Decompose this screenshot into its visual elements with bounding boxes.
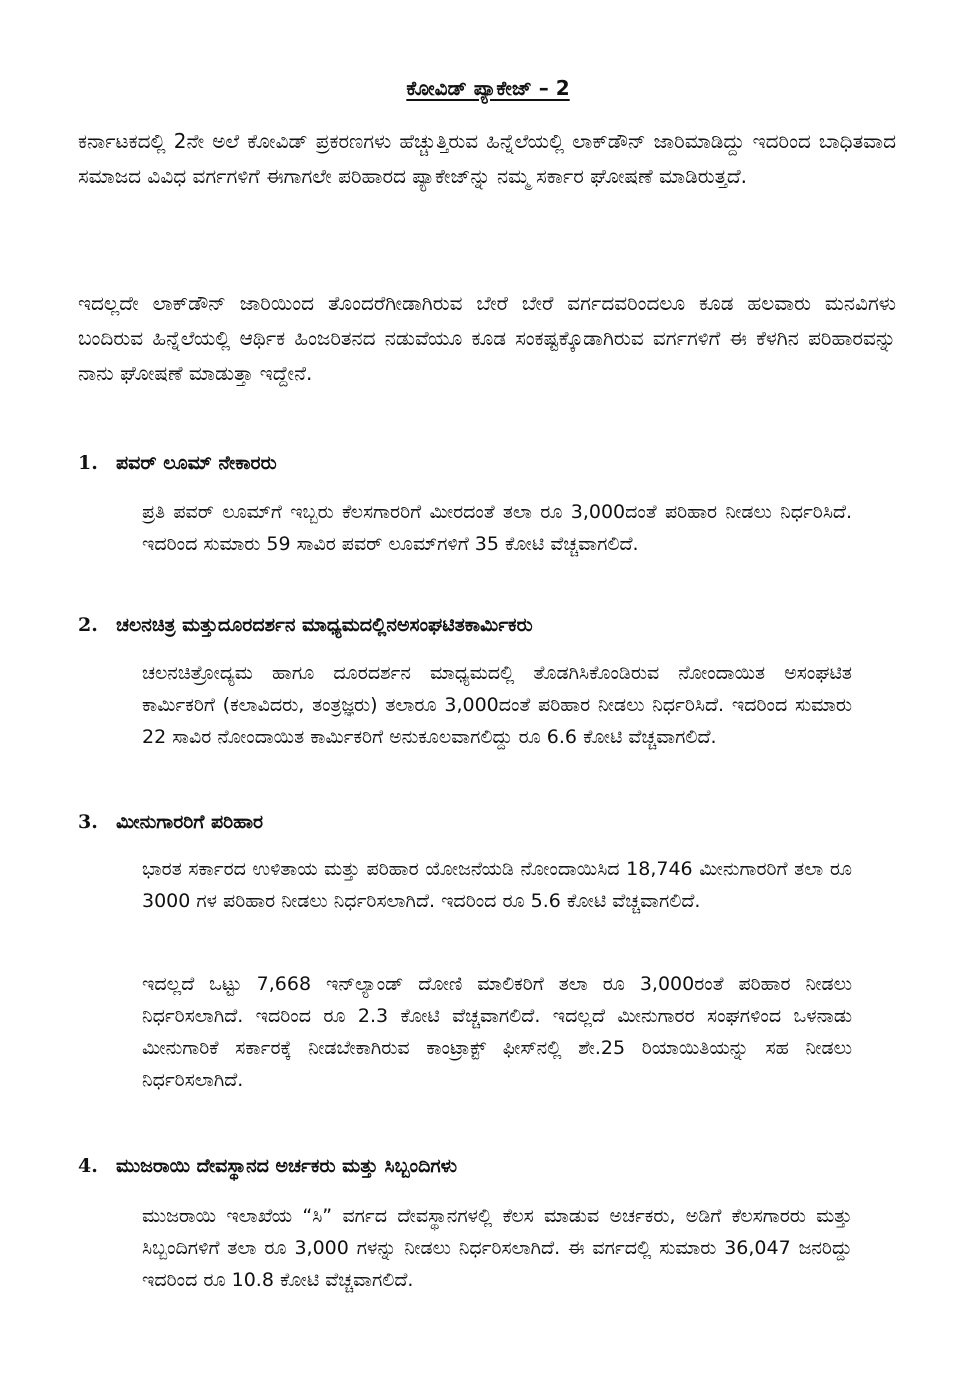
section-number: 4. xyxy=(78,1155,98,1177)
section-heading xyxy=(78,452,896,474)
section-number: 3. xyxy=(78,811,98,833)
section-title: ಮುಜರಾಯಿ ದೇವಸ್ಥಾನದ ಅರ್ಚಕರು ಮತ್ತು ಸಿಬ್ಬಂದಿಗಳು xyxy=(116,1155,457,1177)
section-title: ಮೀನುಗಾರರಿಗೆ ಪರಿಹಾರ xyxy=(116,811,264,833)
section-number: 2. xyxy=(78,614,98,636)
section-body: ಪ್ರತಿ ಪವರ್ ಲೂಮ್‌ಗೆ ಇಬ್ಬರು ಕೆಲಸಗಾರರಿಗೆ ಮೀರದಂತೆ ತಲಾ ರೂ 3,000ದಂತೆ ಪರಿಹಾರ ನೀಡಲು ನಿರ್ಧರಿಸಿದೆ. ಇದರಿಂದ ಸುಮಾರು 59 ಸಾವಿರ ಪವರ್ ಲೂಮ್‌ಗಳಿಗೆ 35 ಕೋಟಿ ವೆಚ್ಚವಾಗಲಿದೆ. xyxy=(142,501,852,555)
section-body: ಭಾರತ ಸರ್ಕಾರದ ಉಳಿತಾಯ ಮತ್ತು ಪರಿಹಾರ ಯೋಜನೆಯಡಿ ನೋಂದಾಯಿಸಿದ 18,746 ಮೀನುಗಾರರಿಗೆ ತಲಾ ರೂ 3000 ಗಳ ಪರಿಹಾರ ನೀಡಲು ನಿರ್ಧರಿಸಲಾಗಿದೆ. ಇದರಿಂದ ರೂ 5.6 ಕೋಟಿ ವೆಚ್ಚವಾಗಲಿದೆ. xyxy=(142,858,852,912)
section-body: ಚಲನಚಿತ್ರೋದ್ಯಮ ಹಾಗೂ ದೂರದರ್ಶನ ಮಾಧ್ಯಮದಲ್ಲಿ ತೊಡಗಿಸಿಕೊಂಡಿರುವ ನೋಂದಾಯಿತ ಅಸಂಘಟಿತ ಕಾರ್ಮಿಕರಿಗೆ (ಕಲಾವಿದರು, ತಂತ್ರಜ್ಞರು) ತಲಾರೂ 3,000ದಂತೆ ಪರಿಹಾರ ನೀಡಲು ನಿರ್ಧರಿಸಿದೆ. ಇದರಿಂದ ಸುಮಾರು 22 ಸಾವಿರ ನೋಂದಾಯಿತ ಕಾರ್ಮಿಕರಿಗೆ ಅನುಕೂಲವಾಗಲಿದ್ದು ರೂ 6.6 ಕೋಟಿ ವೆಚ್ಚವಾಗಲಿದೆ. xyxy=(142,662,852,748)
intro-paragraph: ಕರ್ನಾಟಕದಲ್ಲಿ 2ನೇ ಅಲೆ ಕೋವಿಡ್ ಪ್ರಕರಣಗಳು ಹೆಚ್ಚುತ್ತಿರುವ ಹಿನ್ನೆಲೆಯಲ್ಲಿ ಲಾಕ್‌ಡೌನ್ ಜಾರಿಮಾಡಿದ್ದು ಇದರಿಂದ ಬಾಧಿತವಾದ ಸಮಾಜದ ವಿವಿಧ ವರ್ಗಗಳಿಗೆ ಈಗಾಗಲೇ ಪರಿಹಾರದ ಪ್ಯಾಕೇಜ್‌ನ್ನು ನಮ್ಮ ಸರ್ಕಾರ ಘೋಷಣೆ ಮಾಡಿರುತ್ತದೆ. xyxy=(78,129,896,188)
section-heading xyxy=(78,614,896,636)
second-paragraph: ಇದಲ್ಲದೇ ಲಾಕ್‌ಡೌನ್ ಜಾರಿಯಿಂದ ತೊಂದರೆಗೀಡಾಗಿರುವ ಬೇರೆ ಬೇರೆ ವರ್ಗದವರಿಂದಲೂ ಕೂಡ ಹಲವಾರು ಮನವಿಗಳು ಬಂದಿರುವ ಹಿನ್ನೆಲೆಯಲ್ಲಿ ಆರ್ಥಿಕ ಹಿಂಜರಿತನದ ನಡುವೆಯೂ ಕೂಡ ಸಂಕಷ್ಟಕ್ಕೊಡಾಗಿರುವ ವರ್ಗಗಳಿಗೆ ಈ ಕೆಳಗಿನ ಪರಿಹಾರವನ್ನು ನಾನು ಘೋಷಣೆ ಮಾಡುತ್ತಾ ಇದ್ದೇನೆ. xyxy=(78,291,896,385)
section-body-continued: ಇದಲ್ಲದೆ ಒಟ್ಟು 7,668 ಇನ್‌ಲ್ಯಾಂಡ್ ದೋಣಿ ಮಾಲಿಕರಿಗೆ ತಲಾ ರೂ 3,000ರಂತೆ ಪರಿಹಾರ ನೀಡಲು ನಿರ್ಧರಿಸಲಾಗಿದೆ. ಇದರಿಂದ ರೂ 2.3 ಕೋಟಿ ವೆಚ್ಚವಾಗಲಿದೆ. ಇದಲ್ಲದೆ ಮೀನುಗಾರರ ಸಂಘಗಳಿಂದ ಒಳನಾಡು ಮೀನುಗಾರಿಕೆ ಸರ್ಕಾರಕ್ಕೆ ನೀಡಬೇಕಾಗಿರುವ ಕಾಂಟ್ರಾಕ್ಟ್ ಫೀಸ್‌ನಲ್ಲಿ ಶೇ.25 ರಿಯಾಯಿತಿಯನ್ನು ಸಹ ನೀಡಲು ನಿರ್ಧರಿಸಲಾಗಿದೆ. xyxy=(142,973,852,1091)
section-heading xyxy=(78,1155,896,1177)
section-title: ಪವರ್ ಲೂಮ್ ನೇಕಾರರು xyxy=(116,452,277,474)
document-title: ಕೋವಿಡ್ ಪ್ಯಾಕೇಜ್ – 2 xyxy=(406,76,570,100)
section-number: 1. xyxy=(78,452,98,474)
section-heading xyxy=(78,811,896,833)
section-body: ಮುಜರಾಯಿ ಇಲಾಖೆಯ “ಸಿ” ವರ್ಗದ ದೇವಸ್ಥಾನಗಳಲ್ಲಿ ಕೆಲಸ ಮಾಡುವ ಅರ್ಚಕರು, ಅಡಿಗೆ ಕೆಲಸಗಾರರು ಮತ್ತು ಸಿಬ್ಬಂದಿಗಳಿಗೆ ತಲಾ ರೂ 3,000 ಗಳನ್ನು ನೀಡಲು ನಿರ್ಧರಿಸಲಾಗಿದೆ. ಈ ವರ್ಗದಲ್ಲಿ ಸುಮಾರು 36,047 ಜನರಿದ್ದು ಇದರಿಂದ ರೂ 10.8 ಕೋಟಿ ವೆಚ್ಚವಾಗಲಿದೆ. xyxy=(142,1205,852,1291)
section-title: ಚಲನಚಿತ್ರ ಮತ್ತುದೂರದರ್ಶನ ಮಾಧ್ಯಮದಲ್ಲಿನಅಸಂಘಟಿತಕಾರ್ಮಿಕರು xyxy=(116,614,533,636)
